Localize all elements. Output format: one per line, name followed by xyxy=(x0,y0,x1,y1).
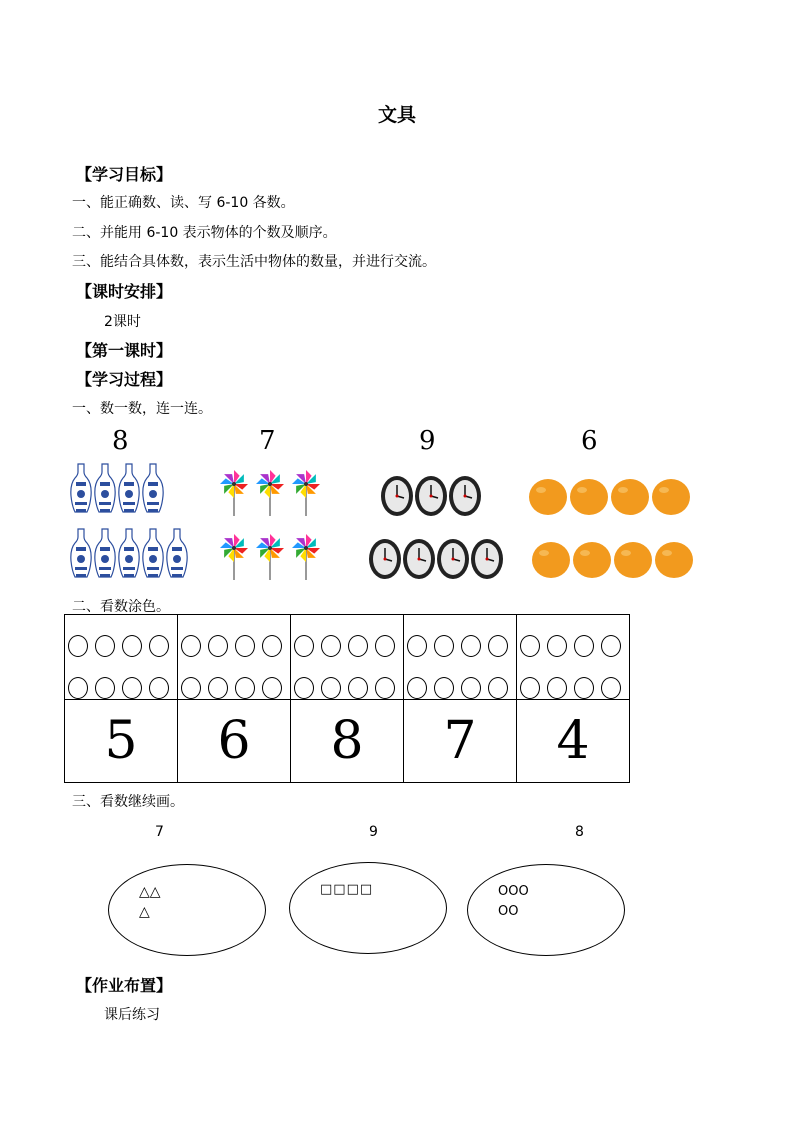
draw-oval-1[interactable] xyxy=(108,864,266,956)
circles-row-2: OO xyxy=(498,904,519,919)
pinwheel-group-1 xyxy=(216,466,324,516)
colorable-circle[interactable] xyxy=(235,635,255,657)
colorable-circle[interactable] xyxy=(348,677,368,699)
colorable-circle[interactable] xyxy=(294,677,314,699)
colorable-circle[interactable] xyxy=(321,677,341,699)
page-title: 文具 xyxy=(377,104,416,126)
draw-number-2: 9 xyxy=(369,824,378,840)
vase-group-2 xyxy=(70,527,188,583)
circle-cell-4 xyxy=(404,615,517,700)
clock-icon xyxy=(414,475,448,517)
number-cell-1: 5 xyxy=(65,700,178,783)
number-cell-5: 4 xyxy=(517,700,630,783)
circle-set xyxy=(178,616,290,699)
colorable-circle[interactable] xyxy=(149,635,169,657)
draw-oval-3[interactable] xyxy=(467,864,625,956)
vase-icon xyxy=(94,462,116,518)
color-table xyxy=(64,614,630,783)
colorable-circle[interactable] xyxy=(208,635,228,657)
draw-oval-2[interactable] xyxy=(289,862,447,954)
circle-cell-3 xyxy=(291,615,404,700)
draw-number-3: 8 xyxy=(575,824,584,840)
task2-label: 二、看数涂色。 xyxy=(72,599,170,615)
pinwheel-group-2 xyxy=(216,530,324,580)
orange-group-2 xyxy=(531,541,694,579)
colorable-circle[interactable] xyxy=(149,677,169,699)
colorable-circle[interactable] xyxy=(122,677,142,699)
colorable-circle[interactable] xyxy=(574,677,594,699)
triangles-row-1: △△ xyxy=(139,884,161,900)
colorable-circle[interactable] xyxy=(520,635,540,657)
circle-set xyxy=(404,616,516,699)
vase-icon xyxy=(70,462,92,518)
draw-number-1: 7 xyxy=(155,824,164,840)
colorable-circle[interactable] xyxy=(488,635,508,657)
orange-icon xyxy=(654,541,694,579)
circle-cell-2 xyxy=(178,615,291,700)
vase-icon xyxy=(94,527,116,583)
clock-icon xyxy=(436,538,470,580)
homework-text: 课后练习 xyxy=(104,1007,160,1023)
orange-icon xyxy=(531,541,571,579)
colorable-circle[interactable] xyxy=(262,635,282,657)
schedule-text: 2课时 xyxy=(104,314,141,330)
colorable-circle[interactable] xyxy=(375,677,395,699)
clock-icon xyxy=(402,538,436,580)
colorable-circle[interactable] xyxy=(407,677,427,699)
orange-icon xyxy=(613,541,653,579)
pinwheel-icon xyxy=(252,466,288,516)
colorable-circle[interactable] xyxy=(262,677,282,699)
orange-icon xyxy=(569,478,609,516)
colorable-circle[interactable] xyxy=(294,635,314,657)
schedule-heading: 【课时安排】 xyxy=(76,282,173,301)
colorable-circle[interactable] xyxy=(122,635,142,657)
colorable-circle[interactable] xyxy=(348,635,368,657)
colorable-circle[interactable] xyxy=(95,635,115,657)
vase-icon xyxy=(142,527,164,583)
match-number-2: 7 xyxy=(259,426,276,456)
clock-icon xyxy=(470,538,504,580)
objective-2: 二、并能用 6-10 表示物体的个数及顺序。 xyxy=(72,225,337,241)
colorable-circle[interactable] xyxy=(321,635,341,657)
pinwheel-icon xyxy=(288,466,324,516)
orange-group-1 xyxy=(528,478,691,516)
colorable-circle[interactable] xyxy=(208,677,228,699)
colorable-circle[interactable] xyxy=(68,677,88,699)
vase-icon xyxy=(142,462,164,518)
triangles-row-2: △ xyxy=(139,904,150,920)
colorable-circle[interactable] xyxy=(574,635,594,657)
clock-group-2 xyxy=(368,538,504,580)
colorable-circle[interactable] xyxy=(434,677,454,699)
pinwheel-icon xyxy=(216,530,252,580)
clock-icon xyxy=(368,538,402,580)
orange-icon xyxy=(528,478,568,516)
squares-row-1: □□□□ xyxy=(320,882,374,897)
pinwheel-icon xyxy=(288,530,324,580)
colorable-circle[interactable] xyxy=(488,677,508,699)
process-heading: 【学习过程】 xyxy=(76,370,173,389)
circle-set xyxy=(65,616,177,699)
colorable-circle[interactable] xyxy=(68,635,88,657)
number-cell-3: 8 xyxy=(291,700,404,783)
orange-icon xyxy=(572,541,612,579)
vase-icon xyxy=(70,527,92,583)
vase-icon xyxy=(118,527,140,583)
objectives-heading: 【学习目标】 xyxy=(76,165,173,184)
colorable-circle[interactable] xyxy=(181,677,201,699)
match-number-1: 8 xyxy=(112,426,129,456)
colorable-circle[interactable] xyxy=(461,677,481,699)
pinwheel-icon xyxy=(252,530,288,580)
colorable-circle[interactable] xyxy=(407,635,427,657)
colorable-circle[interactable] xyxy=(434,635,454,657)
match-number-3: 9 xyxy=(419,426,436,456)
task3-label: 三、看数继续画。 xyxy=(72,794,184,810)
circle-cell-5 xyxy=(517,615,630,700)
objective-1: 一、能正确数、读、写 6-10 各数。 xyxy=(72,195,295,211)
colorable-circle[interactable] xyxy=(520,677,540,699)
vase-icon xyxy=(118,462,140,518)
circle-set xyxy=(291,616,403,699)
colorable-circle[interactable] xyxy=(601,635,621,657)
colorable-circle[interactable] xyxy=(95,677,115,699)
circles-row-1: OOO xyxy=(498,884,529,899)
colorable-circle[interactable] xyxy=(601,677,621,699)
vase-group-1 xyxy=(70,462,164,518)
circle-cell-1 xyxy=(65,615,178,700)
orange-icon xyxy=(651,478,691,516)
pinwheel-icon xyxy=(216,466,252,516)
number-cell-2: 6 xyxy=(178,700,291,783)
orange-icon xyxy=(610,478,650,516)
task1-label: 一、数一数，连一连。 xyxy=(72,401,212,417)
clock-icon xyxy=(448,475,482,517)
objective-3: 三、能结合具体数，表示生活中物体的数量，并进行交流。 xyxy=(72,254,436,270)
colorable-circle[interactable] xyxy=(235,677,255,699)
colorable-circle[interactable] xyxy=(461,635,481,657)
clock-icon xyxy=(380,475,414,517)
clock-group-1 xyxy=(380,475,482,517)
number-cell-4: 7 xyxy=(404,700,517,783)
lesson1-heading: 【第一课时】 xyxy=(76,341,173,360)
vase-icon xyxy=(166,527,188,583)
colorable-circle[interactable] xyxy=(547,677,567,699)
match-number-4: 6 xyxy=(581,426,598,456)
circle-set xyxy=(517,616,629,699)
colorable-circle[interactable] xyxy=(181,635,201,657)
colorable-circle[interactable] xyxy=(375,635,395,657)
colorable-circle[interactable] xyxy=(547,635,567,657)
homework-heading: 【作业布置】 xyxy=(76,976,173,995)
